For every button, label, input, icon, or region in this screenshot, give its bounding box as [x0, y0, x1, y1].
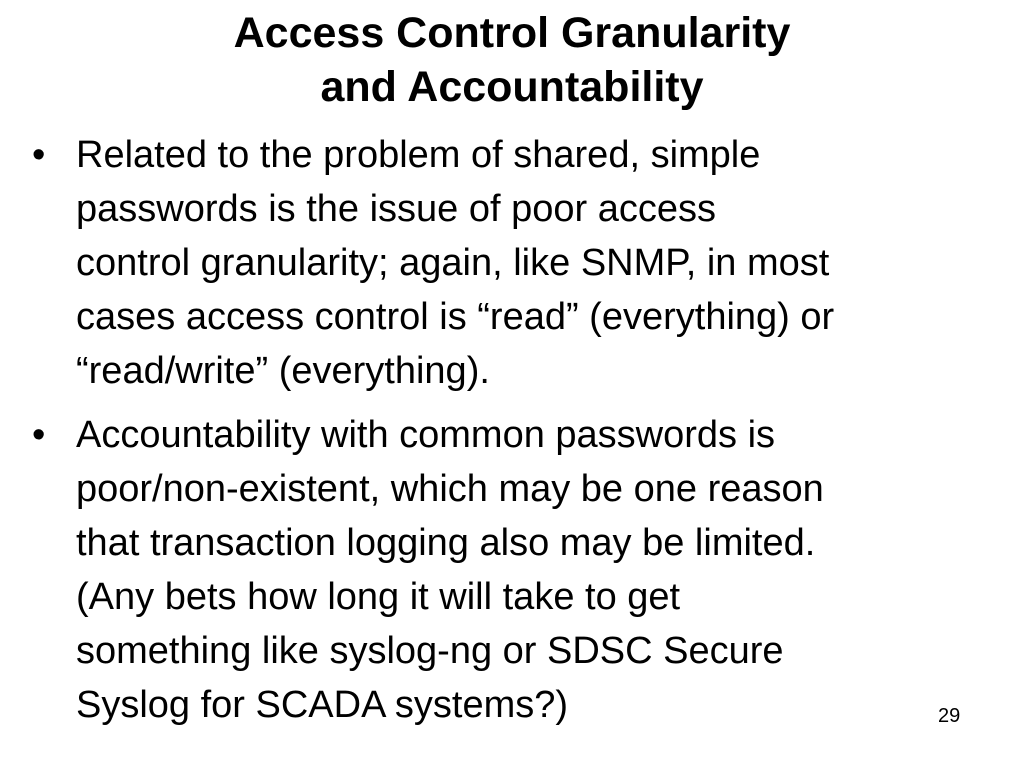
bullet-line: passwords is the issue of poor access [76, 188, 716, 230]
slide-title [0, 6, 1024, 114]
bullet-item-accountability [30, 408, 1000, 732]
bullet-line: that transaction logging also may be limited. [76, 522, 816, 564]
bullet-line: something like syslog-ng or SDSC Secure [76, 630, 784, 672]
page-number: 29 [938, 705, 961, 727]
bullet-text [76, 128, 1000, 398]
bullet-item-shared-passwords [30, 128, 1000, 398]
title-line-2: and Accountability [320, 63, 704, 111]
bullet-point-icon: • [32, 414, 46, 456]
bullet-line: cases access control is “read” (everything) or [76, 296, 835, 338]
bullet-line: Related to the problem of shared, simple [76, 134, 761, 176]
bullet-line: poor/non-existent, which may be one reason [76, 468, 824, 510]
bullet-text [76, 408, 1000, 732]
bullet-line: (Any bets how long it will take to get [76, 576, 681, 618]
title-line-1: Access Control Granularity [233, 9, 791, 57]
bullet-line: “read/write” (everything). [76, 350, 490, 392]
bullet-list [30, 128, 1000, 742]
bullet-point-icon: • [32, 134, 46, 176]
bullet-line: control granularity; again, like SNMP, in most [76, 242, 830, 284]
bullet-line: Syslog for SCADA systems?) [76, 684, 569, 726]
bullet-line: Accountability with common passwords is [76, 414, 776, 456]
